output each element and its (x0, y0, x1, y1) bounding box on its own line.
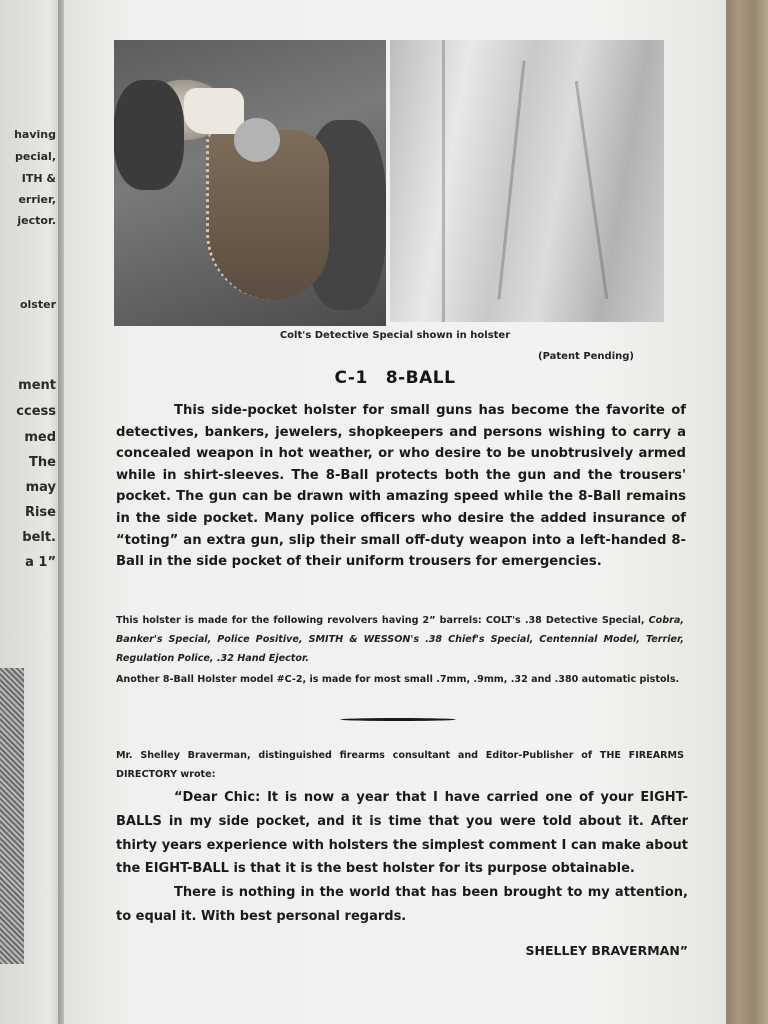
product-heading (64, 368, 726, 388)
gun-grip-shape (184, 88, 244, 134)
revolvers-note-models: Cobra, Banker's Special, Police Positive, SMITH & WESSON's .38 Chief's Special, Centennial Model, Terrier, Regulation Police, .32 Hand Ejector. (116, 615, 684, 664)
left-facing-page (0, 0, 62, 1024)
letter-paragraph: There is nothing in the world that has been brought to my attention, to equal it. With best personal regards. (116, 885, 688, 924)
holster-photo-pocket (390, 40, 664, 322)
left-page-text: med (24, 430, 56, 445)
left-page-text: having (14, 128, 56, 141)
left-page-text: pecial, (15, 150, 56, 163)
revolvers-note (116, 611, 684, 668)
fabric-fold (497, 61, 525, 300)
product-description (116, 400, 686, 573)
left-page-text: ment (18, 378, 56, 393)
hand-shape (114, 80, 184, 190)
fabric-fold (575, 81, 609, 299)
table-surface (720, 0, 768, 1024)
left-page-text: olster (19, 298, 56, 311)
description-paragraph: This side-pocket holster for small guns has become the favorite of detectives, bankers, jewelers, shopkeepers and persons wishing to carry a concealed weapon in hot weather, or who desire to be unobtrusively armed while in shirt-sleeves. The 8-Ball protects both the gun and the trousers' pocket. The gun can be drawn with amazing speed while the 8-Ball remains in the side pocket. Many police officers who desire the added insurance of “toting” an extra gun, slip their small off-duty weapon into a left-handed 8-Ball in the side pocket of their uniform trousers for emergencies. (116, 403, 686, 570)
left-page-text: jector. (17, 214, 56, 227)
left-page-text: Rise (24, 505, 56, 520)
left-page-text: a 1” (25, 555, 56, 570)
left-page-photo (0, 668, 24, 964)
left-page-text: ccess (16, 404, 56, 419)
gun-frame-shape (234, 118, 280, 162)
testimonial-intro: Mr. Shelley Braverman, distinguished firearms consultant and Editor-Publisher of THE FIREARMS DIRECTORY wrote: (116, 750, 684, 780)
letter-paragraph: “Dear Chic: It is now a year that I have carried one of your EIGHT-BALLS in my side pocket, and it is time that you were told about it. After thirty years experience with holsters the simplest comment I can make about the EIGHT-BALL is that it is the best holster for its purpose obtainable. (116, 790, 688, 877)
section-divider (340, 718, 456, 721)
letter-signature: SHELLEY BRAVERMAN” (525, 943, 688, 958)
left-page-text: ITH & (21, 172, 56, 185)
left-page-text: may (25, 480, 56, 495)
fabric-fold (442, 40, 445, 322)
catalog-page (64, 0, 726, 1024)
patent-note: (Patent Pending) (538, 351, 634, 362)
product-name: 8-BALL (385, 368, 456, 388)
revolvers-note-text: This holster is made for the following revolvers having 2” barrels: COLT's .38 Detective Special, (116, 615, 649, 626)
holster-photo-gun (114, 40, 386, 326)
left-page-text: belt. (22, 530, 56, 545)
c2-note: Another 8-Ball Holster model #C-2, is made for most small .7mm, .9mm, .32 and .380 automatic pistols. (116, 674, 680, 685)
product-model: C-1 (334, 368, 368, 388)
testimonial-letter (116, 786, 688, 929)
left-page-text: errier, (18, 193, 56, 206)
photo-caption: Colt's Detective Special shown in holster (279, 330, 511, 341)
left-page-text: The (29, 455, 56, 470)
